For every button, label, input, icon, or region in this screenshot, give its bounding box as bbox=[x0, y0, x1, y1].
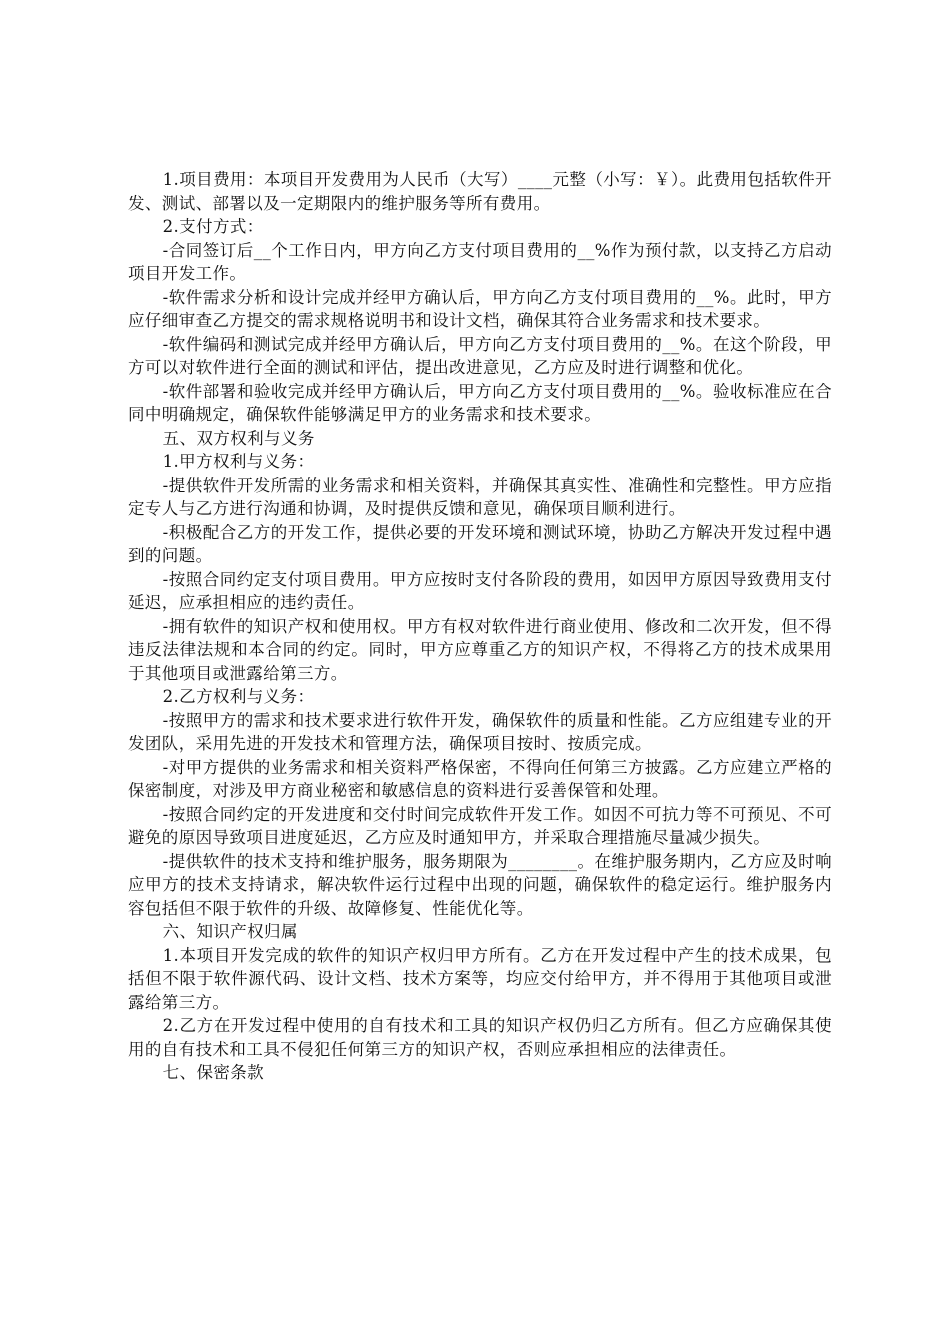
paragraph-payment-prepay: -合同签订后__个工作日内，甲方向乙方支付项目费用的__%作为预付款，以支持乙方启动项目开发工作。 bbox=[128, 240, 832, 283]
paragraph-party-b-development: -按照甲方的需求和技术要求进行软件开发，确保软件的质量和性能。乙方应组建专业的开发团队，采用先进的开发技术和管理方法，确保项目按时、按质完成。 bbox=[128, 710, 832, 753]
paragraph-party-b-schedule: -按照合同约定的开发进度和交付时间完成软件开发工作。如因不可抗力等不可预见、不可避免的原因导致项目进度延迟，乙方应及时通知甲方，并采取合理措施尽量减少损失。 bbox=[128, 804, 832, 847]
paragraph-party-a-heading: 1.甲方权利与义务： bbox=[162, 452, 315, 471]
paragraph-ip-party-b: 2.乙方在开发过程中使用的自有技术和工具的知识产权仍归乙方所有。但乙方应确保其使用的自有技术和工具不侵犯任何第三方的知识产权，否则应承担相应的法律责任。 bbox=[128, 1016, 832, 1059]
paragraph-payment-coding: -软件编码和测试完成并经甲方确认后，甲方向乙方支付项目费用的__%。在这个阶段，甲方可以对软件进行全面的测试和评估，提出改进意见，乙方应及时进行调整和优化。 bbox=[128, 334, 832, 377]
paragraph-party-a-ip: -拥有软件的知识产权和使用权。甲方有权对软件进行商业使用、修改和二次开发，但不得违反法律法规和本合同的约定。同时，甲方应尊重乙方的知识产权，不得将乙方的技术成果用于其他项目或泄露给第三方。 bbox=[128, 616, 832, 683]
document-body bbox=[128, 168, 832, 1085]
paragraph-party-b-confidentiality: -对甲方提供的业务需求和相关资料严格保密，不得向任何第三方披露。乙方应建立严格的保密制度，对涉及甲方商业秘密和敏感信息的资料进行妥善保管和处理。 bbox=[128, 757, 832, 800]
paragraph-party-a-cooperation: -积极配合乙方的开发工作，提供必要的开发环境和测试环境，协助乙方解决开发过程中遇到的问题。 bbox=[128, 522, 832, 565]
paragraph-ip-party-a: 1.本项目开发完成的软件的知识产权归甲方所有。乙方在开发过程中产生的技术成果，包括但不限于软件源代码、设计文档、技术方案等，均应交付给甲方，并不得用于其他项目或泄露给第三方。 bbox=[128, 945, 832, 1012]
paragraph-project-fee: 1.项目费用：本项目开发费用为人民币（大写）____元整（小写：￥）。此费用包括软件开发、测试、部署以及一定期限内的维护服务等所有费用。 bbox=[128, 170, 832, 213]
paragraph-payment-method-heading: 2.支付方式： bbox=[162, 217, 264, 236]
section-heading-confidentiality: 七、保密条款 bbox=[162, 1063, 265, 1082]
section-heading-rights-obligations: 五、双方权利与义务 bbox=[162, 428, 315, 448]
paragraph-party-a-requirements: -提供软件开发所需的业务需求和相关资料，并确保其真实性、准确性和完整性。甲方应指定专人与乙方进行沟通和协调，及时提供反馈和意见，确保项目顺利进行。 bbox=[128, 475, 832, 518]
paragraph-party-b-heading: 2.乙方权利与义务： bbox=[162, 687, 315, 706]
paragraph-payment-acceptance: -软件部署和验收完成并经甲方确认后，甲方向乙方支付项目费用的__%。验收标准应在合同中明确规定，确保软件能够满足甲方的业务需求和技术要求。 bbox=[128, 381, 832, 424]
paragraph-payment-design: -软件需求分析和设计完成并经甲方确认后，甲方向乙方支付项目费用的__%。此时，甲方应仔细审查乙方提交的需求规格说明书和设计文档，确保其符合业务需求和技术要求。 bbox=[128, 287, 832, 330]
paragraph-party-b-support: -提供软件的技术支持和维护服务，服务期限为________。在维护服务期内，乙方应及时响应甲方的技术支持请求，解决软件运行过程中出现的问题，确保软件的稳定运行。维护服务内容包括但不限于软件的升级、故障修复、性能优化等。 bbox=[128, 851, 832, 918]
paragraph-party-a-payment: -按照合同约定支付项目费用。甲方应按时支付各阶段的费用，如因甲方原因导致费用支付延迟，应承担相应的违约责任。 bbox=[128, 569, 832, 612]
section-heading-ip-ownership: 六、知识产权归属 bbox=[162, 922, 298, 941]
